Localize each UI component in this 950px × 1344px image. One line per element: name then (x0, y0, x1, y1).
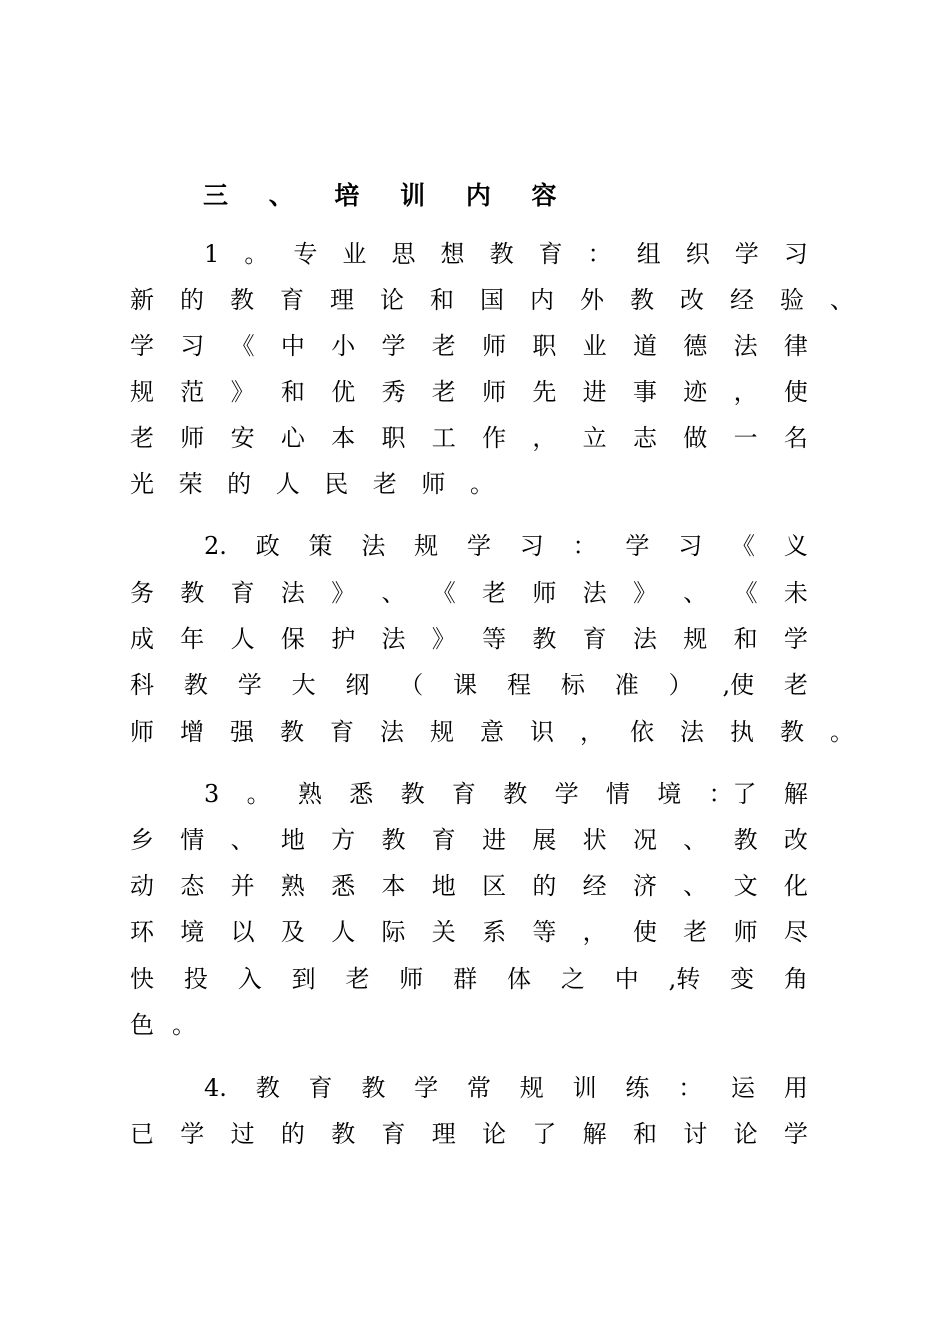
text-line: 环 境 以 及 人 际 关 系 等 ， 使 老 师 尽 (130, 918, 808, 946)
text-line: 色 。 (130, 1011, 196, 1039)
text-line: 光 荣 的 人 民 老 师 。 (130, 470, 494, 498)
text-line: 新 的 教 育 理 论 和 国 内 外 教 改 经 验 、 (130, 286, 854, 314)
text-line: 3 。 熟 悉 教 育 教 学 情 境 ：了 解 (204, 780, 808, 808)
text-line: 规 范 》 和 优 秀 老 师 先 进 事 迹 ， 使 (130, 378, 808, 406)
text-line: 学 习 《 中 小 学 老 师 职 业 道 德 法 律 (130, 332, 808, 360)
text-line: 动 态 并 熟 悉 本 地 区 的 经 济 、 文 化 (130, 872, 808, 900)
text-line: 已 学 过 的 教 育 理 论 了 解 和 讨 论 学 (130, 1120, 808, 1148)
text-line: 1 。 专 业 思 想 教 育 ： 组 织 学 习 (204, 240, 808, 268)
text-line: 科 教 学 大 纲 （ 课 程 标 准 ） ,使 老 (130, 671, 808, 699)
text-line: 成 年 人 保 护 法 》 等 教 育 法 规 和 学 (130, 625, 808, 653)
text-line: 快 投 入 到 老 师 群 体 之 中 ,转 变 角 (130, 965, 808, 993)
text-line: 乡 情 、 地 方 教 育 进 展 状 况 、 教 改 (130, 826, 808, 854)
text-line: 4. 教 育 教 学 常 规 训 练 ： 运 用 (204, 1074, 808, 1102)
text-line: 师 增 强 教 育 法 规 意 识 ， 依 法 执 教 。 (130, 718, 854, 746)
text-line: 2. 政 策 法 规 学 习 ： 学 习 《 义 (204, 532, 808, 560)
text-line: 老 师 安 心 本 职 工 作 ， 立 志 做 一 名 (130, 424, 808, 452)
section-heading: 三 、 培 训 内 容 (203, 181, 573, 210)
text-line: 务 教 育 法 》 、 《 老 师 法 》 、 《 未 (130, 579, 808, 607)
